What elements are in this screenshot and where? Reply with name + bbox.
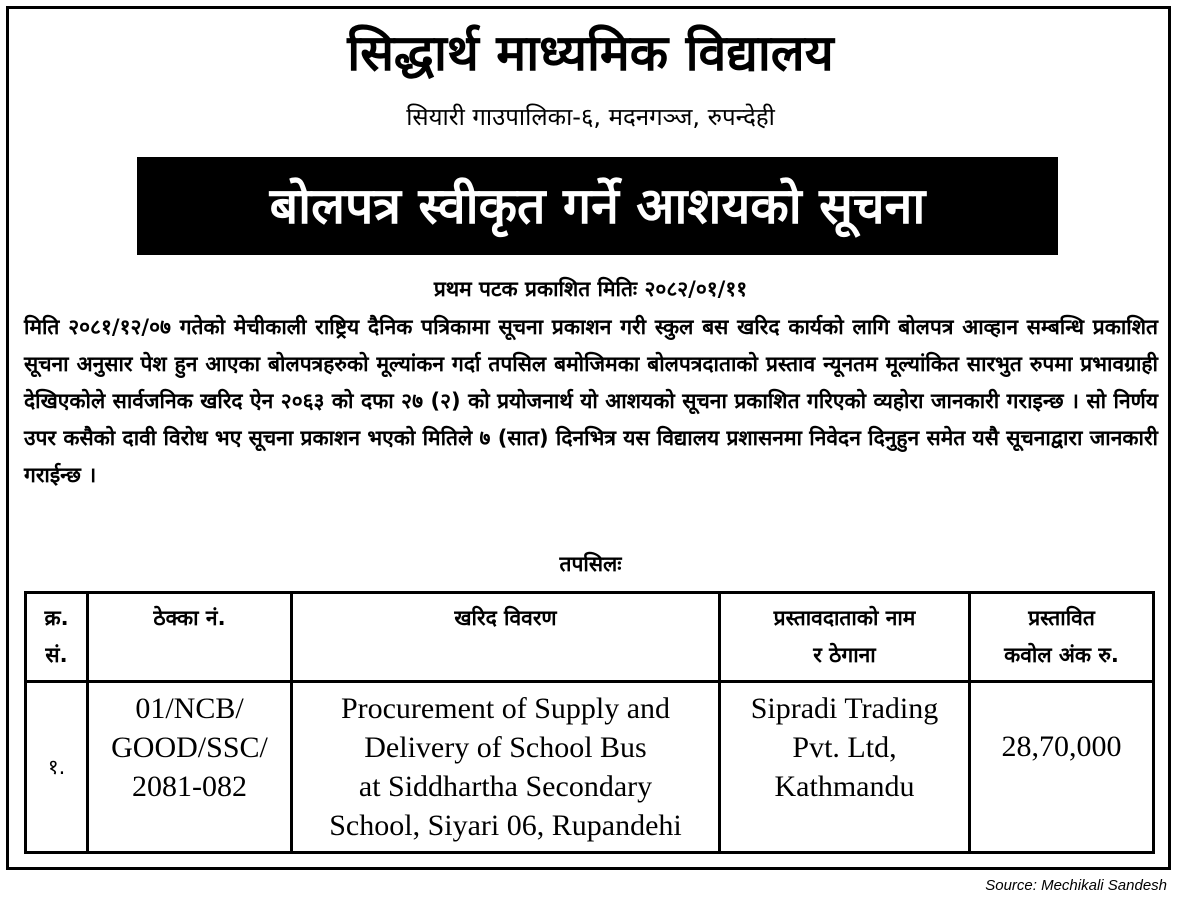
cell-serial: १. (26, 682, 88, 853)
bidder-line1: Sipradi Trading (750, 692, 939, 725)
desc-line3: at Siddhartha Secondary (358, 770, 653, 803)
bidder-line2: Pvt. Ltd, (792, 731, 897, 764)
header-serial-line1: क्र. (44, 606, 69, 630)
header-bidder-line1: प्रस्तावदाताको नाम (773, 606, 916, 630)
header-serial-line2: सं. (45, 643, 68, 667)
notice-title-banner (137, 157, 1058, 255)
header-amount-line1: प्रस्तावित (1028, 606, 1095, 630)
bidder-line3: Kathmandu (774, 770, 915, 803)
contract-line2: GOOD/SSC/ (111, 731, 268, 764)
table-header-row (26, 593, 1154, 682)
header-serial (26, 593, 88, 682)
cell-bidder (720, 682, 970, 853)
header-bidder-line2: र ठेगाना (813, 643, 876, 667)
desc-line1: Procurement of Supply and (340, 692, 671, 725)
cell-description (292, 682, 720, 853)
desc-line2: Delivery of School Bus (364, 731, 647, 764)
header-amount-line2: कवोल अंक रु. (1004, 643, 1119, 667)
cell-amount: 28,70,000 (970, 682, 1154, 853)
contract-line1: 01/NCB/ (135, 692, 244, 725)
bid-table (24, 591, 1155, 854)
notice-body: मिति २०८१/१२/०७ गतेको मेचीकाली राष्ट्रिय दैनिक पत्रिकामा सूचना प्रकाशन गरी स्कुल बस खरिद कार्यको लागि बोलपत्र आव्हान सम्बन्धि प्रकाशित सूचना अनुसार पेश हुन आएका बोलपत्रहरुको मूल्यांकन गर्दा तपसिल बमोजिमका बोलपत्रदाताको प्रस्ताव न्यूनतम मूल्यांकित सारभुत रुपमा प्रभावग्राही देखिएकोले सार्वजनिक खरिद ऐन २०६३ को दफा २७ (२) को प्रयोजनार्थ यो आशयको सूचना प्रकाशित गरिएको व्यहोरा जानकारी गराइन्छ । सो निर्णय उपर कसैको दावी विरोध भए सूचना प्रकाशन भएको मितिले ७ (सात) दिनभित्र यस विद्यालय प्रशासनमा निवेदन दिनुहुन समेत यसै सूचनाद्वारा जानकारी गराईन्छ । (24, 315, 1158, 487)
header-contract-no: ठेक्का नं. (88, 593, 292, 682)
school-name: सिद्धार्थ माध्यमिक विद्यालय (347, 24, 834, 82)
table-heading: तपसिलः (559, 552, 622, 576)
source-credit: Source: Mechikali Sandesh (985, 877, 1167, 894)
notice-title: बोलपत्र स्वीकृत गर्ने आशयको सूचना (269, 177, 926, 235)
desc-line4: School, Siyari 06, Rupandehi (329, 809, 682, 842)
header-description: खरिद विवरण (292, 593, 720, 682)
publication-date: प्रथम पटक प्रकाशित मितिः २०८२/०१/११ (433, 277, 748, 301)
table-row (26, 682, 1154, 853)
school-address: सियारी गाउपालिका-६, मदनगञ्ज, रुपन्देही (406, 103, 775, 131)
header-amount (970, 593, 1154, 682)
contract-line3: 2081-082 (132, 770, 247, 803)
header-bidder (720, 593, 970, 682)
cell-contract-no (88, 682, 292, 853)
